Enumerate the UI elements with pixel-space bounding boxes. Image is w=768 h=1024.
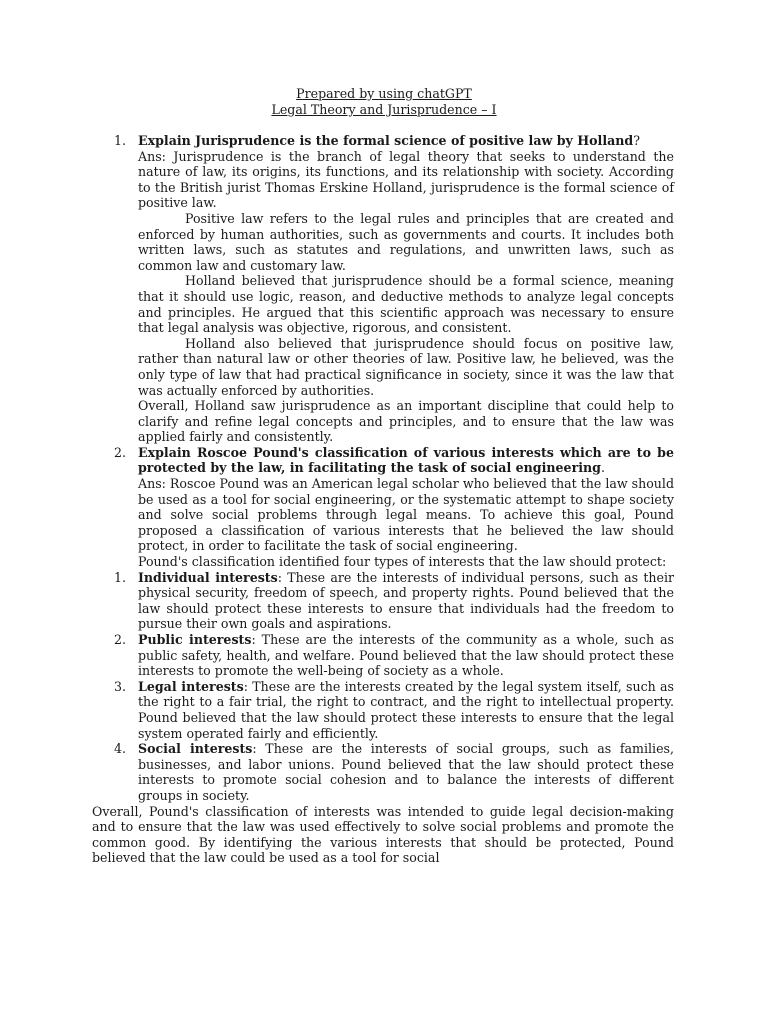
answer-paragraph: Ans: Jurisprudence is the branch of legal theory that seeks to understand the nature of law, its origins, its functions, and its relationship with society. According to the British jurist Thomas Erskine Holland, jurisprudence is the formal science of positive law.: [138, 148, 674, 211]
paragraph: Holland believed that jurisprudence should be a formal science, meaning that it should use logic, reason, and deductive methods to analyze legal concepts and principles. He argued that this scientific approach was necessary to ensure that legal analysis was objective, rigorous, and consistent.: [138, 273, 674, 336]
question-title: Explain Roscoe Pound's classification of various interests which are to be protected by the law, in facilitating the task of social engineering.: [138, 444, 674, 476]
question-number: 1.: [114, 133, 127, 148]
document-body: [92, 133, 674, 866]
answer-paragraph: Ans: Roscoe Pound was an American legal scholar who believed that the law should be used as a tool for social engineering, or the systematic attempt to shape society and solve social problems through legal means. To achieve this goal, Pound proposed a classification of various interests that he believed the law should protect, in order to facilitate the task of social engineering.: [138, 476, 674, 554]
paragraph: Overall, Holland saw jurisprudence as an important discipline that could help to clarify and refine legal concepts and principles, and to ensure that the law was applied fairly and consistently.: [138, 398, 674, 445]
list-item: 3. Legal interests: These are the interests created by the legal system itself, such as the right to a fair trial, the right to contract, and the right to intellectual property. Pound believed that the law should protect these interests to ensure that the legal system operated fairly and efficiently.: [114, 678, 675, 741]
question-1: [92, 133, 674, 445]
question-title: Explain Jurisprudence is the formal science of positive law by Holland?: [138, 133, 640, 148]
paragraph: Positive law refers to the legal rules and principles that are created and enforced by human authorities, such as governments and courts. It includes both written laws, such as statutes and regulations, and unwritten laws, such as common law and customary law.: [138, 210, 674, 273]
conclusion-paragraph: Overall, Pound's classification of interests was intended to guide legal decision-making and to ensure that the law was used effectively to solve social problems and promote the common good. By identifying the various interests that should be protected, Pound believed that the law could be used as a tool for social: [92, 803, 674, 866]
paragraph: Pound's classification identified four types of interests that the law should protect:: [138, 554, 667, 570]
question-2: [92, 445, 674, 570]
list-item: 1. Individual interests: These are the interests of individual persons, such as their physical security, freedom of speech, and property rights. Pound believed that the law should protect these interests to ensure that individuals had the freedom to pursue their own goals and aspirations.: [114, 569, 674, 632]
prepared-by-line: Prepared by using chatGPT: [296, 86, 472, 101]
question-number: 2.: [114, 444, 127, 460]
list-item: 4. Social interests: These are the interests of social groups, such as families, businesses, and labor unions. Pound believed that the law should protect these interests to promote social cohesion and to balance the interests of different groups in society.: [114, 741, 674, 803]
document-title: Legal Theory and Jurisprudence – I: [271, 102, 497, 117]
document-header: [0, 86, 768, 118]
list-item: 2. Public interests: These are the interests of the community as a whole, such as public safety, health, and welfare. Pound believed that the law should protect these interests to promote the well-being of society as a whole.: [114, 632, 675, 679]
paragraph: Holland also believed that jurisprudence should focus on positive law, rather than natural law or other theories of law. Positive law, he believed, was the only type of law that had practical significance in society, since it was the law that was actually enforced by authorities.: [138, 335, 674, 398]
